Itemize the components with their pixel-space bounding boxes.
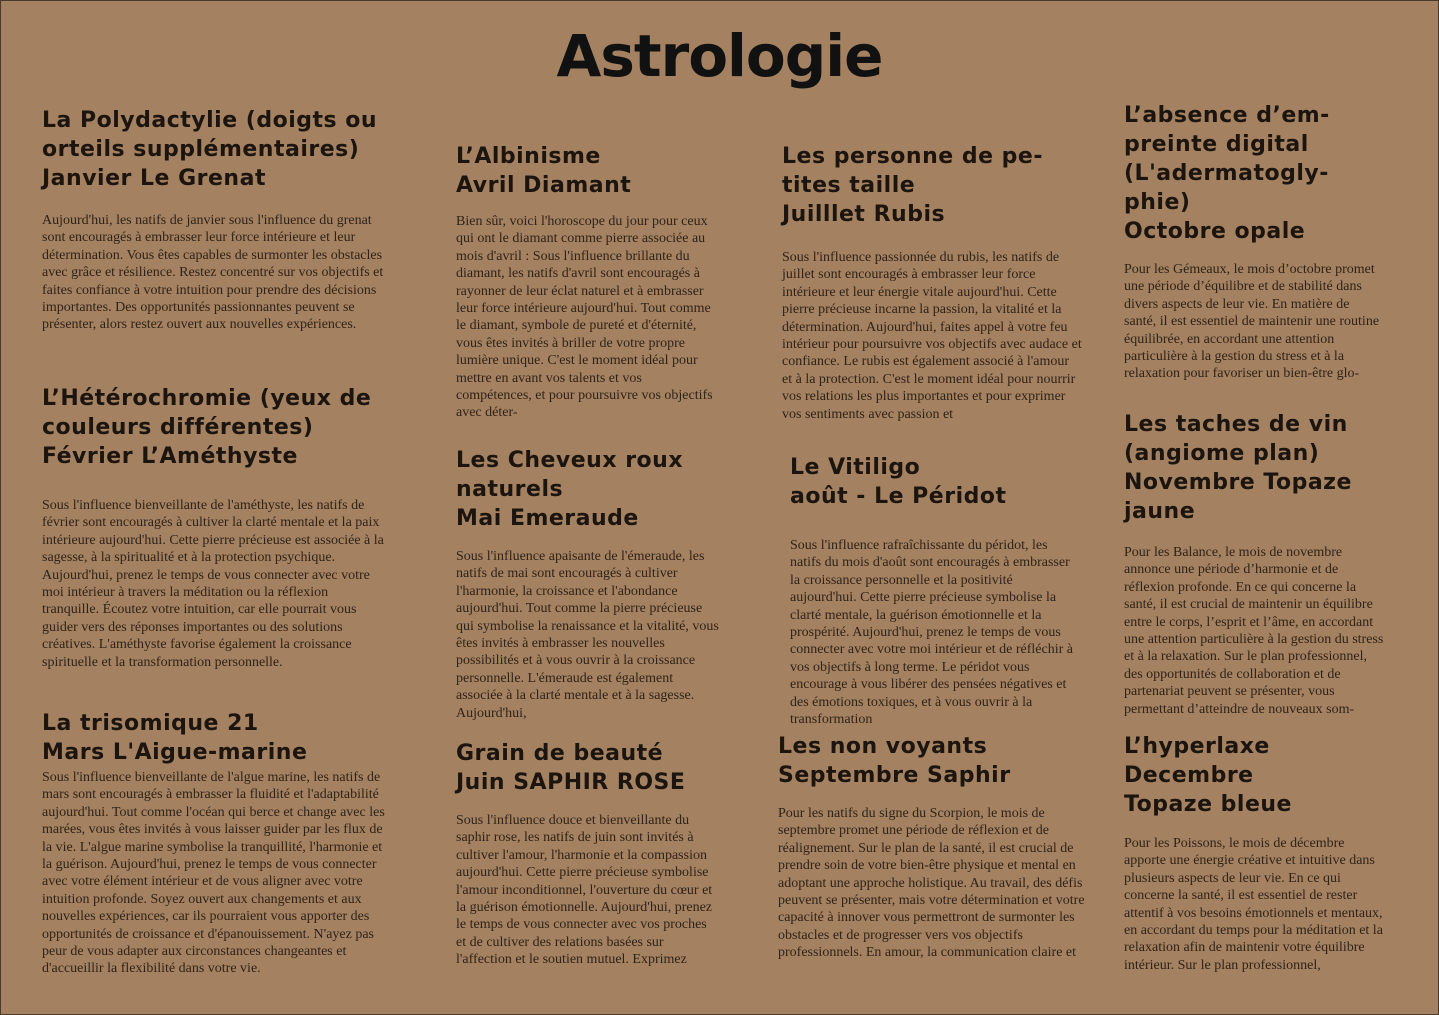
section-heading: Les taches de vin (angiome plan) Novembre Topaze jaune: [1124, 412, 1352, 524]
page-title: Astrologie: [556, 22, 883, 90]
section-janvier: [42, 106, 387, 352]
section-text: Pour les Balance, le mois de novembre annonce une période d’harmonie et de réflexion profonde. En ce qui concerne la santé, il est crucial de maintenir un équilibre entre le corps, l’esprit et l’âme, en accordant une attention particulière à la gestion du stress et à la relaxation. Sur le plan professionnel, des opportunités de collaboration et de partenariat peuvent se présenter, vous permettant d’atteindre de nouveaux som-: [1124, 545, 1384, 717]
section-text: Pour les Gémeaux, le mois d’octobre promet une période d’équilibre et de stabilité dans divers aspects de leur vie. En matière de santé, il est essentiel de maintenir une routine équilibrée, en accordant une attention particulière à la gestion du stress et à la relaxation pour favoriser un bien-être glo-: [1124, 262, 1380, 382]
section-text: Sous l'influence passionnée du rubis, les natifs de juillet sont encouragés à embrasser leur force intérieure et leur énergie vitale aujourd'hui. Cette pierre précieuse incarne la passion, la vitalité et la détermination. Aujourd'hui, faites appel à votre feu intérieur pour poursuivre vos objectifs avec audace et confiance. Le rubis est également associé à l'amour et à la protection. C'est le moment idéal pour nourrir vos relations les plus importantes et pour exprimer vos sentiments avec passion et: [782, 250, 1082, 422]
section-text: Bien sûr, voici l'horoscope du jour pour ceux qui ont le diamant comme pierre associée au mois d'avril : Sous l'influence brillante du diamant, les natifs d'avril sont encouragés à rayonner de leur éclat naturel et à embrasser leur force intérieure aujourd'hui. Tout comme le diamant, symbole de pureté et d'éternité, vous êtes invités à briller de votre propre lumière unique. C'est le moment idéal pour mettre en avant vos talents et vos compétences, et pour poursuivre vos objectifs avec déter-: [456, 214, 713, 421]
section-heading: Les non voyants Septembre Saphir: [778, 734, 1011, 788]
section-heading: Les personne de pe- tites taille Juilllet Rubis: [782, 144, 1043, 227]
section-juin: [456, 739, 720, 970]
section-fevrier: [42, 384, 387, 673]
section-heading: La Polydactylie (doigts ou orteils supplémentaires) Janvier Le Grenat: [42, 108, 378, 191]
section-juillet: [782, 142, 1082, 423]
section-heading: L’hyperlaxe Decembre Topaze bleue: [1124, 734, 1292, 817]
section-heading: L’absence d’em- preinte digital (L'adermatogly- phie) Octobre opale: [1124, 103, 1330, 244]
section-text: Sous l'influence bienveillante de l'algue marine, les natifs de mars sont encouragés à embrasser la fluidité et l'adaptabilité aujourd'hui. Tout comme l'océan qui berce et change avec les marées, vous êtes invités à vous laisser guider par les flux de la vie. L'algue marine symbolise la tranquillité, l'harmonie et la guérison. Aujourd'hui, prenez le temps de vous connecter avec votre élément intérieur et de vous aligner avec votre intuition profonde. Soyez ouvert aux changements et aux nouvelles expériences, car ils pourraient vous apporter des opportunités de croissance et d'épanouissement. N'ayez pas peur de vous adapter aux circonstances changeantes et d'accueillir la flexibilité dans votre vie.: [42, 770, 385, 977]
section-heading: L’Hétérochromie (yeux de couleurs différentes) Février L’Améthyste: [42, 386, 372, 469]
section-novembre: [1124, 410, 1384, 720]
section-text: Aujourd'hui, les natifs de janvier sous l'influence du grenat sont encouragés à embrasser leur force intérieure et leur détermination. Vous êtes capables de surmonter les obstacles avec grâce et résilience. Restez concentré sur vos objectifs et faites confiance à votre intuition pour prendre des décisions importantes. Des opportunités passionnantes peuvent se présenter, alors restez ouvert aux nouvelles expériences.: [42, 213, 384, 333]
section-heading: La trisomique 21 Mars L'Aigue-marine: [42, 711, 308, 765]
section-heading: L’Albinisme Avril Diamant: [456, 144, 632, 198]
section-text: Pour les Poissons, le mois de décembre apporte une énergie créative et intuitive dans plusieurs aspects de leur vie. En ce qui concerne la santé, il est essentiel de rester attentif à vos besoins émotionnels et mentaux, en accordant du temps pour la méditation et la relaxation afin de maintenir votre équilibre intérieur. Sur le plan professionnel,: [1124, 836, 1383, 973]
section-text: Pour les natifs du signe du Scorpion, le mois de septembre promet une période de réflexion et de réalignement. Sur le plan de la santé, il est crucial de prendre soin de votre bien-être physique et mental en adoptant une approche holistique. Au travail, des défis peuvent se présenter, mais votre détermination et votre capacité à innover vous permettront de surmonter les obstacles et de progresser vers vos objectifs professionnels. En amour, la communication claire et: [778, 806, 1085, 961]
section-heading: Les Cheveux roux naturels Mai Emeraude: [456, 448, 684, 531]
section-mars: [42, 709, 387, 978]
section-text: Sous l'influence bienveillante de l'améthyste, les natifs de février sont encouragés à cultiver la clarté mentale et la paix intérieure aujourd'hui. Cette pierre précieuse est associée à la sagesse, à la spiritualité et à la protection psychique. Aujourd'hui, prenez le temps de vous connecter avec votre moi intérieur à travers la méditation ou la réflexion tranquille. Écoutez votre intuition, car elle pourrait vous guider vers des réponses importantes ou des solutions créatives. L'améthyste favorise également la croissance spirituelle et la transformation personnelle.: [42, 498, 384, 670]
section-avril: [456, 142, 720, 423]
section-text: Sous l'influence douce et bienveillante du saphir rose, les natifs de juin sont invités à cultiver l'amour, l'harmonie et la compassion aujourd'hui. Cette pierre précieuse symbolise l'amour inconditionnel, l'ouverture du cœur et la guérison émotionnelle. Aujourd'hui, prenez le temps de vous connecter avec vos proches et de cultiver des relations basées sur l'affection et le soutien mutuel. Exprimez: [456, 813, 713, 968]
section-text: Sous l'influence apaisante de l'émeraude, les natifs de mai sont encouragés à cultiver l'harmonie, la croissance et l'abondance aujourd'hui. Tout comme la pierre précieuse qui symbolise la renaissance et la vitalité, vous êtes invités à embrasser les nouvelles possibilités et à vous ouvrir à la croissance personnelle. L'émeraude est également associée à la clarté mentale et à la sagesse. Aujourd'hui,: [456, 549, 719, 721]
section-septembre: [778, 732, 1090, 963]
section-text: Sous l'influence rafraîchissante du péridot, les natifs du mois d'août sont encouragés à embrasser la croissance personnelle et la positivité aujourd'hui. Cette pierre précieuse symbolise la clarté mentale, la guérison émotionnelle et la prospérité. Aujourd'hui, prenez le temps de vous connecter avec votre moi intérieur et de réfléchir à vos objectifs à long terme. Le péridot vous encourage à vous libérer des pensées négatives et des émotions toxiques, et à vous ouvrir à la transformation: [790, 538, 1073, 728]
section-decembre: [1124, 732, 1384, 976]
section-heading: Le Vitiligo août - Le Péridot: [790, 455, 1007, 509]
section-octobre: [1124, 101, 1384, 384]
section-aout: [790, 453, 1082, 728]
section-heading: Grain de beauté Juin SAPHIR ROSE: [456, 741, 686, 795]
section-mai: [456, 446, 720, 721]
